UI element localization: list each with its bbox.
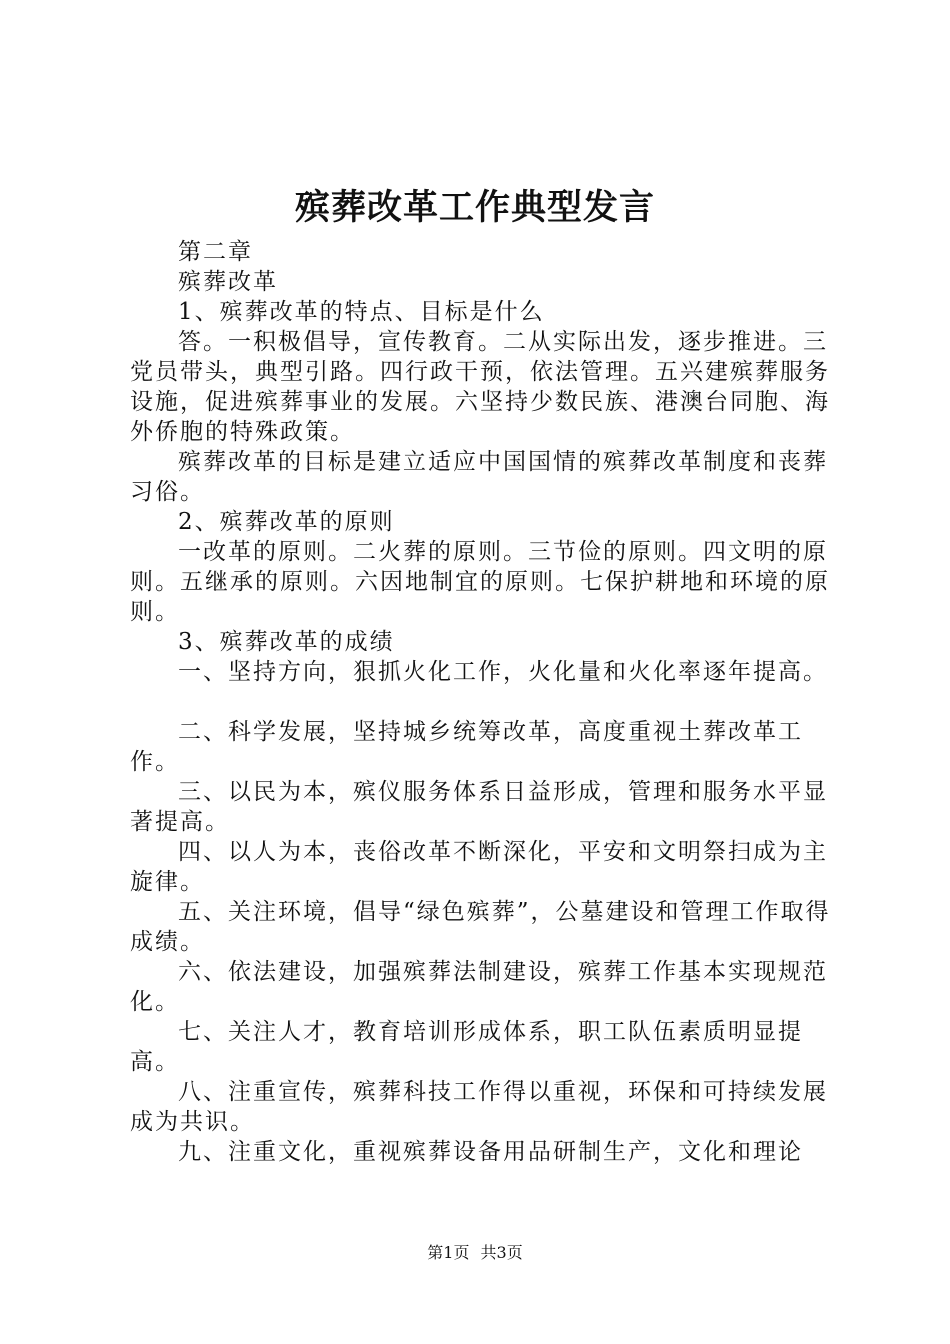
paragraph: 第二章 bbox=[178, 239, 253, 265]
paragraph: 八、注重宣传，殡葬科技工作得以重视，环保和可持续发展成为共识。 bbox=[130, 1079, 828, 1135]
paragraph: 2、殡葬改革的原则 bbox=[178, 509, 395, 535]
paragraph: 一改革的原则。二火葬的原则。三节俭的原则。四文明的原则。五继承的原则。六因地制宜的原则。七保护耕地和环境的原则。 bbox=[130, 539, 830, 625]
page-total: 共3页 bbox=[480, 1243, 523, 1262]
paragraph: 3、殡葬改革的成绩 bbox=[178, 629, 395, 655]
page-footer bbox=[0, 1240, 950, 1266]
paragraph: 四、以人为本，丧俗改革不断深化，平安和文明祭扫成为主旋律。 bbox=[130, 839, 828, 895]
paragraph: 六、依法建设，加强殡葬法制建设，殡葬工作基本实现规范化。 bbox=[130, 959, 828, 1015]
paragraph: 五、关注环境，倡导“绿色殡葬”，公墓建设和管理工作取得成绩。 bbox=[130, 899, 831, 955]
paragraph: 二、科学发展，坚持城乡统筹改革，高度重视土葬改革工作。 bbox=[130, 719, 803, 775]
document-title: 殡葬改革工作典型发言 bbox=[294, 187, 655, 228]
paragraph: 一、坚持方向，狠抓火化工作，火化量和火化率逐年提高。 bbox=[178, 659, 828, 685]
paragraph: 答。一积极倡导，宣传教育。二从实际出发，逐步推进。三党员带头，典型引路。四行政干预，依法管理。五兴建殡葬服务设施，促进殡葬事业的发展。六坚持少数民族、港澳台同胞、海外侨胞的特殊政策。 bbox=[130, 329, 830, 445]
paragraph: 三、以民为本，殡仪服务体系日益形成，管理和服务水平显著提高。 bbox=[130, 779, 828, 835]
page-number: 第1页 bbox=[427, 1243, 470, 1262]
paragraph: 九、注重文化，重视殡葬设备用品研制生产，文化和理论 bbox=[178, 1139, 803, 1165]
document-body bbox=[130, 237, 835, 1167]
paragraph: 七、关注人才，教育培训形成体系，职工队伍素质明显提高。 bbox=[130, 1019, 803, 1075]
paragraph: 殡葬改革 bbox=[178, 269, 278, 295]
paragraph: 殡葬改革的目标是建立适应中国国情的殡葬改革制度和丧葬习俗。 bbox=[130, 449, 828, 505]
paragraph: 1、殡葬改革的特点、目标是什么 bbox=[178, 299, 545, 325]
